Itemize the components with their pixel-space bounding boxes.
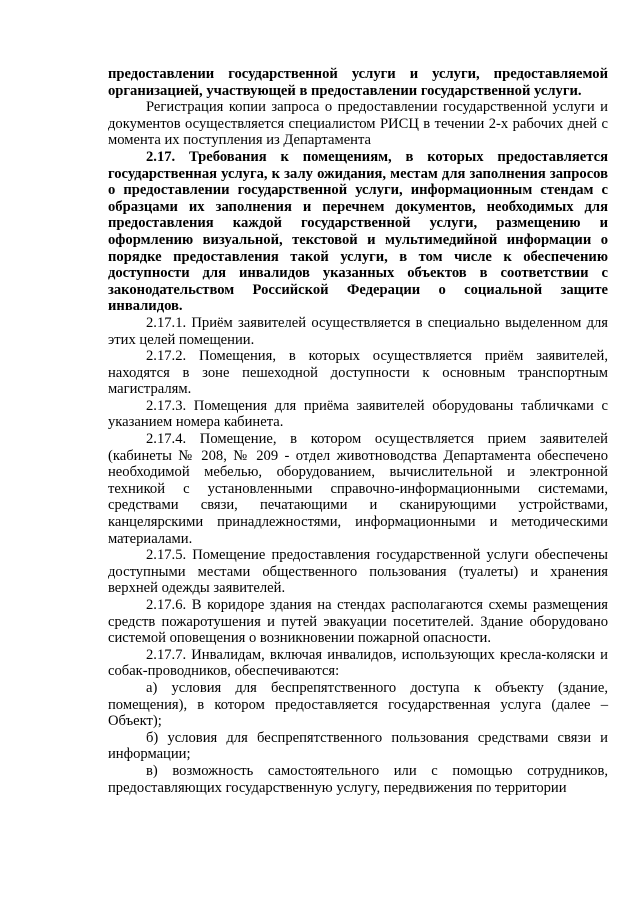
section-heading-2-17: 2.17. Требования к помещениям, в которых предоставляется государственная услуга, к залу ожидания, местам для заполнения запросов о предоставлении государственной услуги, информационным стендам с образцами их заполнения и перечнем документов, необходимых для предоставления каждой государственной услуги, размещению и оформлению визуальной, текстовой и мультимедийной информации о порядке предоставления такой услуги, в том числе к обеспечению доступности для инвалидов указанных объектов в соответствии с законодательством Российской Федерации о социальной защите инвалидов. (108, 148, 608, 315)
paragraph-2-17-3: 2.17.3. Помещения для приёма заявителей оборудованы табличками с указанием номера кабинета. (108, 397, 608, 431)
paragraph-2-17-7: 2.17.7. Инвалидам, включая инвалидов, использующих кресла-коляски и собак-проводников, обеспечиваются: (108, 646, 608, 680)
paragraph-2-17-5: 2.17.5. Помещение предоставления государственной услуги обеспечены доступными местами общественного пользования (туалеты) и хранения верхней одежды заявителей. (108, 547, 608, 597)
paragraph-2-17-2: 2.17.2. Помещения, в которых осуществляется приём заявителей, находятся в зоне пешеходной доступности к основным транспортным магистралям. (108, 348, 608, 398)
list-item-a: а) условия для беспрепятственного доступа к объекту (здание, помещения), в котором предоставляется государственная услуга (далее – Объект); (108, 679, 608, 730)
paragraph-registration: Регистрация копии запроса о предоставлении государственной услуги и документов осуществляется специалистом РИСЦ в течении 2-х рабочих дней с момента их поступления из Департамента (108, 99, 608, 149)
paragraph-continuation-heading: предоставлении государственной услуги и услуги, предоставляемой организацией, участвующей в предоставлении государственной услуги. (108, 66, 608, 99)
list-item-v: в) возможность самостоятельного или с помощью сотрудников, предоставляющих государственную услугу, передвижения по территории (108, 762, 608, 796)
list-item-b: б) условия для беспрепятственного пользования средствами связи и информации; (108, 729, 608, 763)
document-page (108, 66, 608, 796)
paragraph-2-17-6: 2.17.6. В коридоре здания на стендах располагаются схемы размещения средств пожаротушения и путей эвакуации посетителей. Здание оборудовано системой оповещения о возникновении пожарной опасности. (108, 597, 608, 647)
paragraph-2-17-4: 2.17.4. Помещение, в котором осуществляется прием заявителей (кабинеты № 208, № 209 - отдел животноводства Департамента обеспечено необходимой мебелью, оборудованием, вычислительной и электронной техникой с установленными справочно-информационными системами, средствами связи, печатающими и сканирующими устройствами, канцелярскими принадлежностями, информационными и методическими материалами. (108, 431, 608, 547)
paragraph-2-17-1: 2.17.1. Приём заявителей осуществляется в специально выделенном для этих целей помещении. (108, 314, 608, 348)
